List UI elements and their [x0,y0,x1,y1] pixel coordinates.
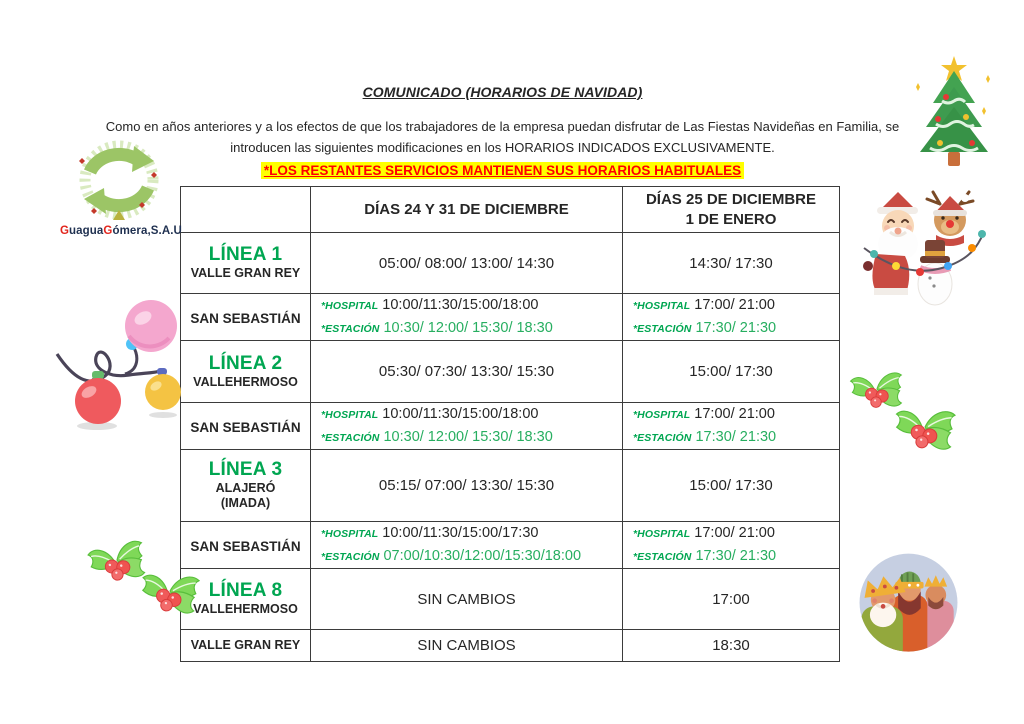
page-title: COMUNICADO (HORARIOS DE NAVIDAD) [362,84,643,100]
logo-text: GuaguaGómera,S.A.U [60,225,182,237]
header-empty-cell [181,187,311,233]
linea-3-label: LÍNEA 3 [208,459,283,480]
table-row-linea-1 [181,233,840,294]
stop-label: SAN SEBASTIÁN [181,522,311,569]
linea-1-times-dec25: 14:30/ 17:30 [623,233,840,294]
estacion-label: *ESTACIÓN [633,551,692,563]
linea-8-label: LÍNEA 8 [208,580,283,601]
table-row-linea-8 [181,569,840,630]
three-kings-icon [852,547,965,667]
hospital-label: *HOSPITAL [321,409,379,421]
linea-2-label: LÍNEA 2 [208,352,283,374]
holly-icon [138,567,200,620]
table-row-linea-2 [181,341,840,403]
vgr-times-dec25: 18:30 [623,630,840,662]
table-row-linea-3 [181,450,840,522]
linea-1-times-dec2431: 05:00/ 08:00/ 13:00/ 14:30 [311,233,623,294]
stop-label: SAN SEBASTIÁN [181,294,311,341]
table-row-san-sebastian-3: SAN SEBASTIÁN *HOSPITAL 10:00/11:30/15:00/17:30 *ESTACIÓN 07:00/10:30/12:00/15:30/18:00 *HOSPITAL 17:00/ 21:00 *ESTACIÓN 17:30/ 21:30 [181,522,840,569]
column-header-dec-25-jan-1: DÍAS 25 DE DICIEMBRE 1 DE ENERO [623,187,840,233]
hospital-label: *HOSPITAL [633,300,691,312]
estacion-label: *ESTACIÓN [321,323,380,335]
intro-line-1: Como en años anteriores y a los efectos de que los trabajadores de la empresa puedan disfrutar de Las Fiestas Navideñas en Familia, se [105,119,900,134]
linea-2-times-dec25: 15:00/ 17:30 [623,341,840,403]
hospital-label: *HOSPITAL [321,528,379,540]
linea-2-place: VALLEHERMOSO [193,374,298,389]
santa-reindeer-snowman-icon [860,188,988,315]
linea-3-times-dec2431: 05:15/ 07:00/ 13:30/ 15:30 [311,450,623,522]
hospital-label: *HOSPITAL [633,409,691,421]
table-row-san-sebastian-2: SAN SEBASTIÁN *HOSPITAL 10:00/11:30/15:00/18:00 *ESTACIÓN 10:30/ 12:00/ 15:30/ 18:30 *HOSPITAL 17:00/ 21:00 *ESTACIÓN 17:30/ 21:30 [181,403,840,450]
linea-2-times-dec2431: 05:30/ 07:30/ 13:30/ 15:30 [311,341,623,403]
linea-3-place-2: (IMADA) [220,496,271,510]
table-row-san-sebastian-1: SAN SEBASTIÁN *HOSPITAL 10:00/11:30/15:00/18:00 *ESTACIÓN 10:30/ 12:00/ 15:30/ 18:30 *HOSPITAL 17:00/ 21:00 *ESTACIÓN 17:30/ 21:30 [181,294,840,341]
intro-line-2: introducen las siguientes modificaciones en los HORARIOS INDICADOS EXCLUSIVAMENTE. [230,140,775,155]
linea-3-times-dec25: 15:00/ 17:30 [623,450,840,522]
column-header-dec-24-31: DÍAS 24 Y 31 DE DICIEMBRE [311,187,623,233]
christmas-tree-icon [912,55,997,175]
estacion-label: *ESTACIÓN [633,323,692,335]
linea-8-place: VALLEHERMOSO [193,602,298,616]
circular-arrows-icon [64,140,174,222]
linea-8-status-dec2431: SIN CAMBIOS [311,569,623,630]
holly-icon [86,537,146,589]
christmas-baubles-icon [55,296,195,436]
guaguagomera-logo [60,140,182,237]
highlight-notice: *LOS RESTANTES SERVICIOS MANTIENEN SUS HORARIOS HABITUALES [261,162,744,179]
linea-1-label: LÍNEA 1 [208,244,283,265]
linea-1-place: VALLE GRAN REY [190,266,301,280]
stop-label: SAN SEBASTIÁN [181,403,311,450]
estacion-label: *ESTACIÓN [321,432,380,444]
estacion-label: *ESTACIÓN [321,551,380,563]
hospital-label: *HOSPITAL [321,300,379,312]
holly-icon [892,402,956,457]
linea-8-times-dec25: 17:00 [623,569,840,630]
estacion-label: *ESTACIÓN [633,432,692,444]
linea-3-place: ALAJERÓ [215,481,276,495]
table-row-valle-gran-rey [181,630,840,662]
schedule-table [180,186,840,662]
hospital-label: *HOSPITAL [633,528,691,540]
vgr-status-dec2431: SIN CAMBIOS [311,630,623,662]
header-row [181,187,840,233]
valle-gran-rey-label: VALLE GRAN REY [181,630,311,662]
